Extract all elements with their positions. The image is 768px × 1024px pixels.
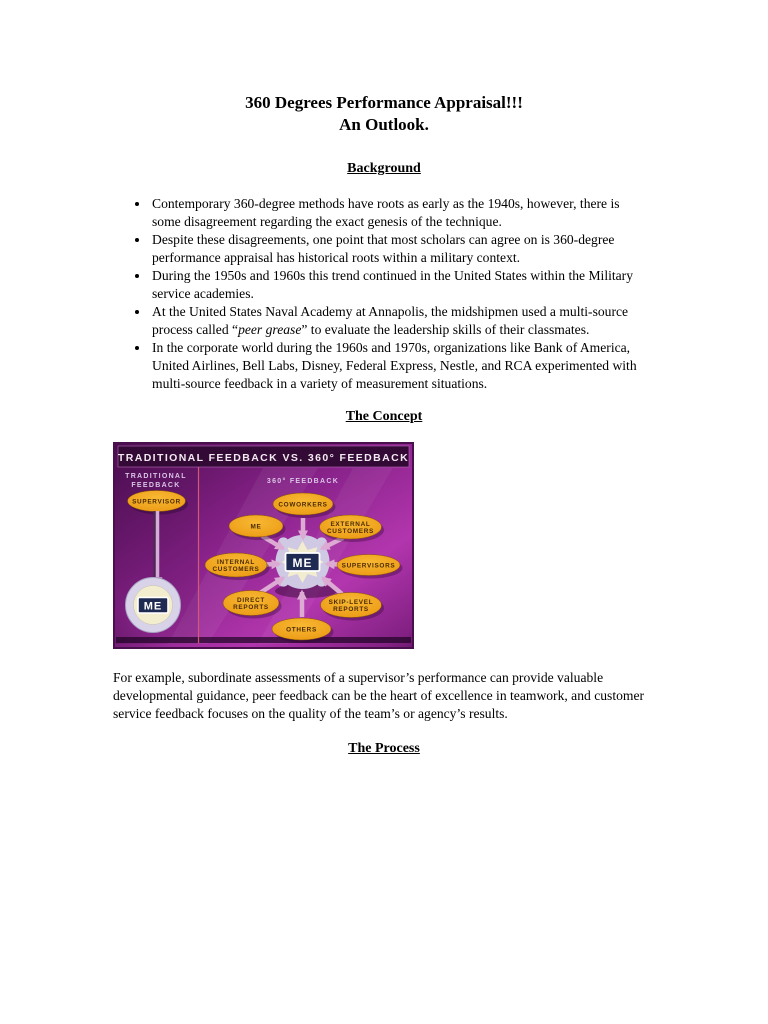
bullet-text: Despite these disagreements, one point that most scholars can agree on is 360-degree performance appraisal has historical roots within a military context. <box>152 232 615 265</box>
center-me-label: ME <box>292 556 313 570</box>
bullet-text: Contemporary 360-degree methods have roots as early as the 1940s, however, there is some disagreement regarding the exact genesis of the technique. <box>152 196 620 229</box>
external-customers-label-line1: EXTERNAL <box>330 521 371 528</box>
list-item <box>150 339 651 393</box>
list-item <box>150 303 651 339</box>
title-line-2: An Outlook. <box>339 115 429 134</box>
internal-customers-label-line2: CUSTOMERS <box>212 566 260 573</box>
bullet-text: In the corporate world during the 1960s and 1970s, organizations like Bank of America, United Airlines, Bell Labs, Disney, Federal Express, Nestle, and RCA experimented with multi-source feedback in a variety of measurement situations. <box>152 340 637 391</box>
skip-level-reports-label-line2: REPORTS <box>333 606 369 613</box>
feedback-diagram-image <box>113 442 414 649</box>
list-item <box>150 195 651 231</box>
left-panel-label-line2: FEEDBACK <box>131 482 181 489</box>
supervisor-oval-label: SUPERVISOR <box>132 498 181 506</box>
supervisors-oval-label: SUPERVISORS <box>341 562 396 570</box>
external-customers-label-line2: CUSTOMERS <box>326 528 375 535</box>
section-heading-process: The Process <box>348 741 420 756</box>
skip-level-reports-label-line1: SKIP-LEVEL <box>328 599 374 606</box>
direct-reports-label-line1: DIRECT <box>237 597 265 604</box>
left-panel-label-line1: TRADITIONAL <box>125 473 187 480</box>
internal-customers-label-line1: INTERNAL <box>217 559 255 566</box>
bottom-shadow-strip <box>116 637 411 643</box>
concept-paragraph: For example, subordinate assessments of a supervisor’s performance can provide valuable developmental guidance, peer feedback can be the heart of excellence in teamwork, and customer service feedback focuses on the quality of the team’s or agency’s results. <box>113 670 645 721</box>
list-item <box>150 267 651 303</box>
bullet-italic-text: peer grease <box>238 322 302 337</box>
direct-reports-label-line2: REPORTS <box>233 604 269 611</box>
list-item <box>150 231 651 267</box>
document-title <box>113 92 655 136</box>
title-line-1: 360 Degrees Performance Appraisal!!! <box>245 93 523 112</box>
section-heading-background: Background <box>347 161 421 176</box>
right-panel-label: 360° FEEDBACK <box>266 478 340 485</box>
coworkers-oval-label: COWORKERS <box>278 501 328 509</box>
section-heading-concept: The Concept <box>345 409 423 424</box>
banner-title: TRADITIONAL FEEDBACK VS. 360° FEEDBACK <box>117 451 410 464</box>
feedback-diagram-figure <box>113 442 414 649</box>
me-source-oval-label: ME <box>250 523 262 531</box>
bullet-text: During the 1950s and 1960s this trend continued in the United States within the Military service academies. <box>152 268 634 301</box>
bullet-text: ” to evaluate the leadership skills of their classmates. <box>301 322 590 337</box>
left-me-label: ME <box>143 600 163 613</box>
others-oval-label: OTHERS <box>286 626 317 634</box>
bullet-text: At the United States Naval Academy at Annapolis, the midshipmen used a multi-source process called “ <box>152 304 629 337</box>
background-bullet-list <box>113 195 655 393</box>
